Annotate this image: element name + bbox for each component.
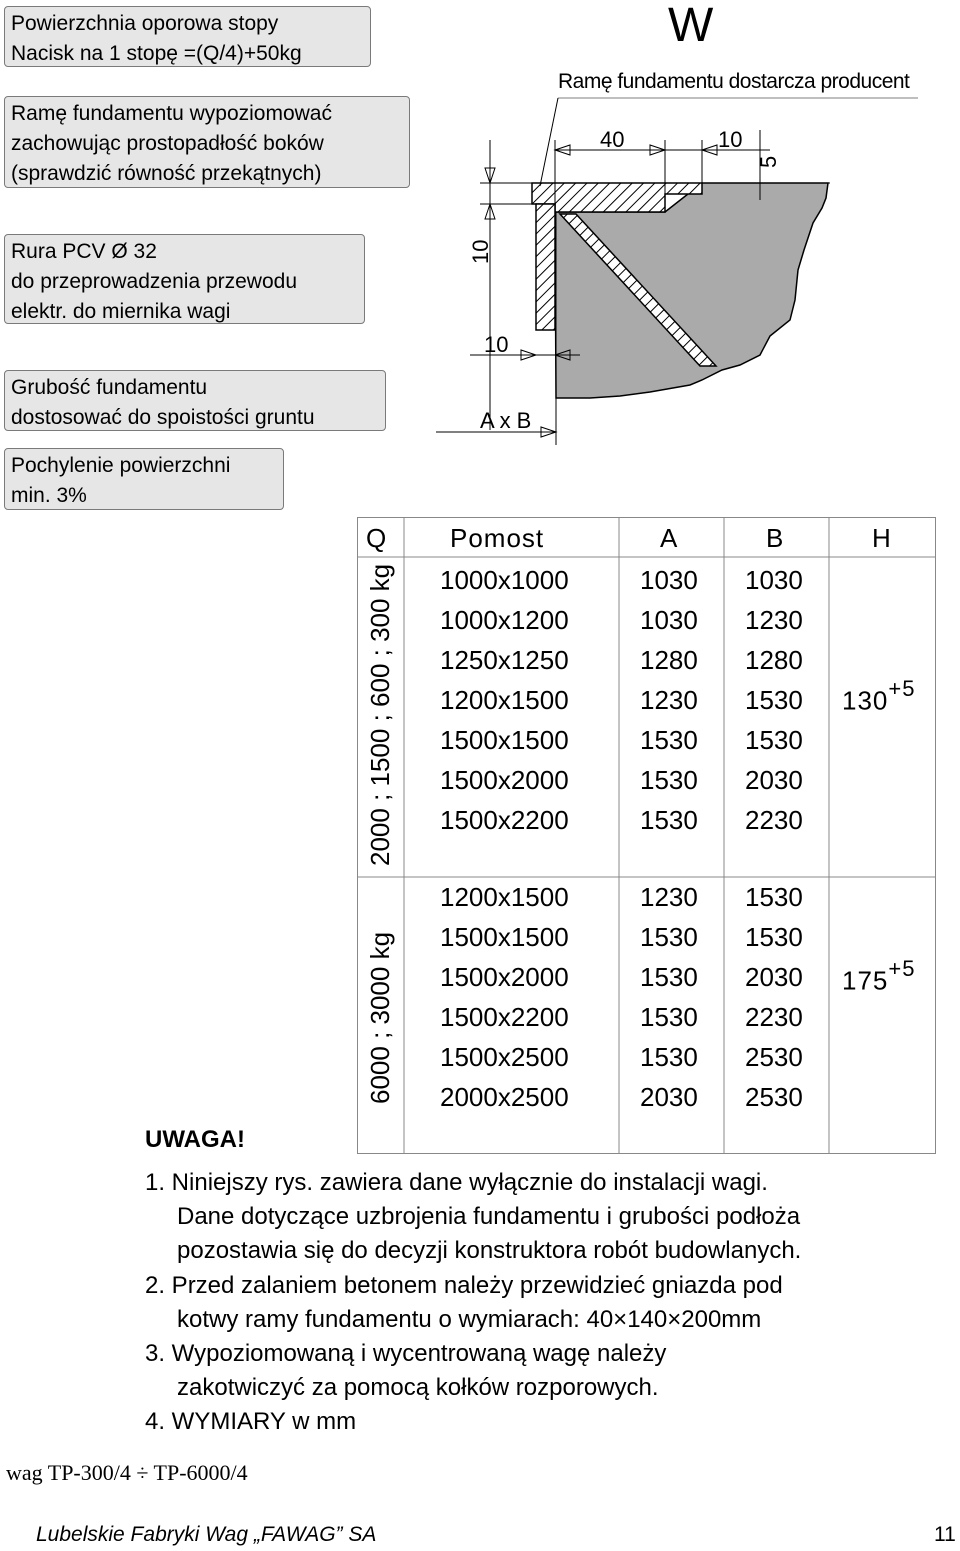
warning-line: 3. Wypoziomowaną i wycentrowaną wagę należy — [145, 1340, 667, 1368]
cell-pomost: 1200x1500 — [440, 882, 569, 912]
cell-a: 1230 — [640, 685, 698, 715]
group-q-label: 6000 ; 3000 kg — [365, 931, 395, 1104]
footer-brand: Lubelskie Fabryki Wag „FAWAG” SA — [36, 1523, 377, 1546]
cell-a: 1530 — [640, 1002, 698, 1032]
cell-a: 1530 — [640, 765, 698, 795]
cell-a: 1530 — [640, 962, 698, 992]
cell-a: 2030 — [640, 1082, 698, 1112]
dim-10-side: 10 — [468, 239, 493, 264]
cell-pomost: 1500x2200 — [440, 805, 569, 835]
note-line: zachowując prostopadłość boków — [11, 132, 324, 155]
cell-a: 1530 — [640, 805, 698, 835]
cell-pomost: 1500x2000 — [440, 765, 569, 795]
page-number: 11 — [934, 1523, 956, 1546]
warning-line: pozostawia się do decyzji konstruktora robót budowlanych. — [177, 1237, 802, 1265]
cell-pomost: 1500x2000 — [440, 962, 569, 992]
warning-title: UWAGA! — [145, 1126, 245, 1153]
cell-b: 1280 — [745, 645, 803, 675]
cell-b: 1030 — [745, 565, 803, 595]
note-line: elektr. do miernika wagi — [11, 300, 231, 323]
cell-b: 2030 — [745, 962, 803, 992]
note-line: dostosować do spoistości gruntu — [11, 406, 315, 429]
note-surface-slope — [4, 448, 284, 510]
cell-b: 1230 — [745, 605, 803, 635]
note-pvc-pipe — [4, 234, 365, 324]
note-line: Rura PCV Ø 32 — [11, 240, 157, 263]
dim-40: 40 — [600, 127, 625, 152]
note-frame-level — [4, 96, 410, 188]
col-header-q: Q — [366, 523, 388, 553]
col-header-b: B — [766, 523, 785, 553]
note-line: (sprawdzić równość przekątnych) — [11, 162, 322, 185]
dim-5: 5 — [756, 155, 781, 168]
note-foundation-thickness — [4, 370, 386, 431]
frame-note: Ramę fundamentu dostarcza producent — [558, 70, 910, 93]
col-header-pomost: Pomost — [450, 523, 545, 553]
note-line: Nacisk na 1 stopę =(Q/4)+50kg — [11, 42, 302, 65]
cell-b: 1530 — [745, 685, 803, 715]
cell-pomost: 2000x2500 — [440, 1082, 569, 1112]
cell-pomost: 1250x1250 — [440, 645, 569, 675]
col-header-h: H — [872, 523, 892, 553]
warning-line: Dane dotyczące uzbrojenia fundamentu i grubości podłoża — [177, 1203, 801, 1231]
warning-line: zakotwiczyć za pomocą kołków rozporowych. — [177, 1374, 659, 1402]
cell-b: 2530 — [745, 1042, 803, 1072]
detail-label: W — [668, 0, 714, 52]
warning-line: 4. WYMIARY w mm — [145, 1408, 357, 1436]
note-line: min. 3% — [11, 484, 87, 507]
dim-axb: A x B — [480, 408, 532, 433]
warning-line: 1. Niniejszy rys. zawiera dane wyłącznie do instalacji wagi. — [145, 1169, 768, 1196]
cell-b: 1530 — [745, 922, 803, 952]
frame-angle-side — [536, 204, 555, 330]
cell-b: 2530 — [745, 1082, 803, 1112]
cell-pomost: 1500x1500 — [440, 922, 569, 952]
cell-b: 2230 — [745, 1002, 803, 1032]
cell-pomost: 1500x2500 — [440, 1042, 569, 1072]
cell-a: 1030 — [640, 565, 698, 595]
h-value: $130^{+5}$ — [842, 676, 916, 716]
cell-a: 1230 — [640, 882, 698, 912]
note-line: Ramę fundamentu wypoziomować — [11, 102, 332, 125]
cell-pomost: 1000x1000 — [440, 565, 569, 595]
dim-10-bottom: 10 — [484, 332, 509, 357]
note-line: do przeprowadzenia przewodu — [11, 270, 298, 293]
h-value: $175^{+5}$ — [842, 956, 916, 996]
cell-a: 1530 — [640, 1042, 698, 1072]
cell-a: 1280 — [640, 645, 698, 675]
dim-10-top: 10 — [718, 127, 743, 152]
cell-pomost: 1500x2200 — [440, 1002, 569, 1032]
note-line: Grubość fundamentu — [11, 376, 208, 399]
group-q-label: 2000 ; 1500 ; 600 ; 300 kg — [365, 563, 395, 866]
note-line: Pochylenie powierzchni — [11, 454, 231, 477]
cell-pomost: 1000x1200 — [440, 605, 569, 635]
note-line: Powierzchnia oporowa stopy — [11, 12, 279, 35]
cell-b: 2030 — [745, 765, 803, 795]
cell-a: 1030 — [640, 605, 698, 635]
model-range: wag TP-300/4 ÷ TP-6000/4 — [6, 1460, 248, 1485]
col-header-a: A — [660, 523, 679, 553]
warning-notes — [145, 1166, 801, 1440]
warning-line: 2. Przed zalaniem betonem należy przewidzieć gniazda pod — [145, 1271, 783, 1299]
cell-b: 1530 — [745, 882, 803, 912]
cell-b: 1530 — [745, 725, 803, 755]
warning-line: kotwy ramy fundamentu o wymiarach: 40×140×200mm — [177, 1305, 762, 1333]
cell-a: 1530 — [640, 725, 698, 755]
concrete-foundation — [555, 183, 828, 398]
cell-pomost: 1200x1500 — [440, 685, 569, 715]
cell-pomost: 1500x1500 — [440, 725, 569, 755]
cell-b: 2230 — [745, 805, 803, 835]
cell-a: 1530 — [640, 922, 698, 952]
note-foot-surface — [4, 6, 371, 67]
